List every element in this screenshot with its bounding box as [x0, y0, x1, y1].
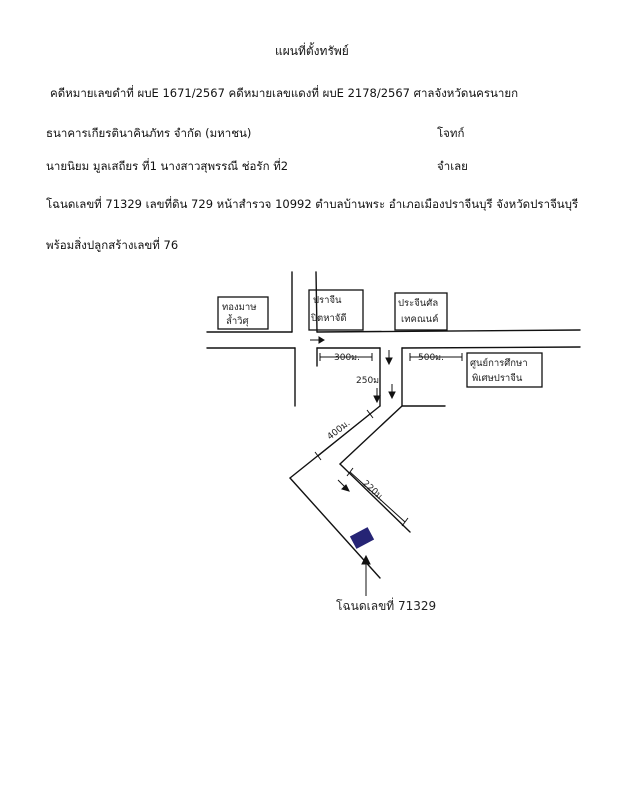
landmark-top-middle-line1: ปราจีน [313, 295, 342, 306]
plaintiff-role: โจทก์ [437, 126, 465, 140]
distance-label-250: 250ม [356, 376, 380, 386]
deed-details: โฉนดเลขที่ 71329 เลขที่ดิน 729 หน้าสำรวจ 10992 ตำบลบ้านพระ อำเภอเมืองปราจีนบุรี จังหวัดปราจีนบุรี [46, 197, 579, 211]
distance-label-400: 400ม. [325, 418, 353, 443]
main-road-top-edge [207, 330, 580, 332]
plot-label: โฉนดเลขที่ 71329 [336, 599, 437, 613]
defendant-names: นายนิยม มูลเสถียร ที่1 นางสาวสุพรรณี ช่อรัก ที่2 [46, 159, 289, 173]
left-road [292, 272, 317, 406]
distance-label-300: 300ม. [334, 353, 360, 363]
landmark-top-left-line2: ล้ำวิศุ [226, 316, 249, 327]
landmark-top-left-line1: ทองมาษ [222, 302, 257, 313]
landmark-bottom-right-line1: ศูนย์การศึกษา [470, 358, 528, 369]
distance-marker-400 [315, 410, 373, 460]
case-numbers: คดีหมายเลขดำที่ ผบE 1671/2567 คดีหมายเลขแดงที่ ผบE 2178/2567 ศาลจังหวัดนครนายก [50, 86, 519, 100]
landmark-bottom-right-line2: พิเศษปราจีน [472, 373, 523, 384]
landmark-top-right-line1: ประจีนศัล [398, 298, 439, 309]
property-plot-marker [350, 527, 374, 549]
distance-label-500: 500ม. [418, 353, 444, 363]
document-title: แผนที่ตั้งทรัพย์ [275, 44, 349, 58]
building-details: พร้อมสิ่งปลูกสร้างเลขที่ 76 [46, 238, 179, 252]
landmark-top-middle-line2: ปิตหาจัดี [311, 313, 347, 324]
main-road-bottom-edge [207, 347, 580, 348]
landmark-top-right-line2: เทคณนค์ [401, 314, 439, 325]
distance-label-220: 220ม. [359, 478, 386, 504]
defendant-role: จำเลย [437, 159, 468, 173]
plaintiff-name: ธนาคารเกียรตินาคินภัทร จำกัด (มหาชน) [46, 126, 252, 140]
